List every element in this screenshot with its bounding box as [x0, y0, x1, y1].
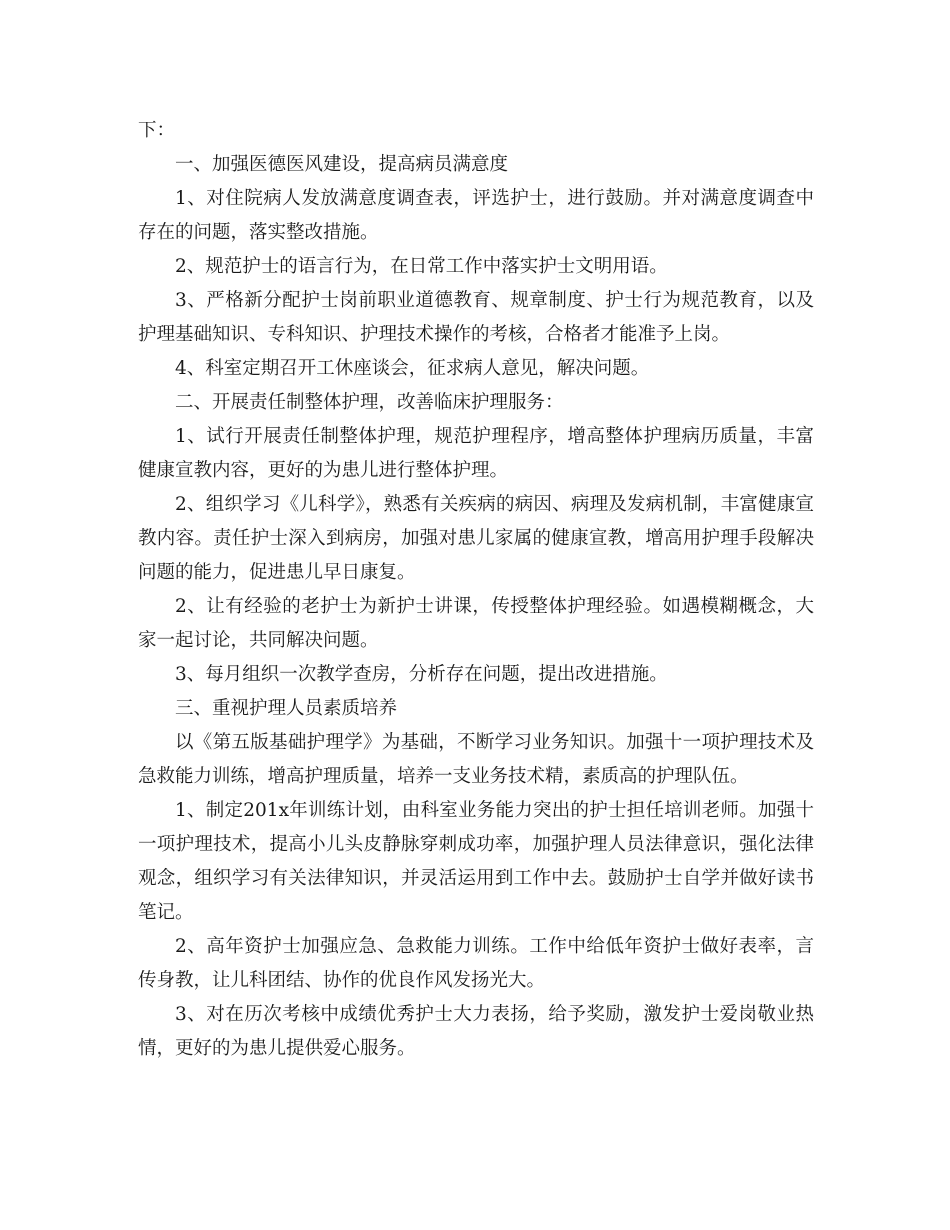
paragraph: 1、试行开展责任制整体护理，规范护理程序，增高整体护理病历质量，丰富健康宣教内容，更好的为患儿进行整体护理。	[138, 426, 814, 481]
section-heading-3: 三、重视护理人员素质培养	[175, 698, 398, 719]
paragraph: 3、每月组织一次教学查房，分析存在问题，提出改进措施。	[175, 664, 668, 685]
paragraph-intro: 下：	[138, 120, 176, 141]
section-heading-2: 二、开展责任制整体护理，改善临床护理服务：	[175, 392, 564, 413]
paragraph: 4、科室定期召开工休座谈会，征求病人意见，解决问题。	[175, 358, 650, 379]
paragraph: 2、规范护士的语言行为，在日常工作中落实护士文明用语。	[175, 256, 668, 277]
paragraph: 1、对住院病人发放满意度调查表，评选护士，进行鼓励。并对满意度调查中存在的问题，落实整改措施。	[138, 188, 814, 243]
paragraph: 2、让有经验的老护士为新护士讲课，传授整体护理经验。如遇模糊概念，大家一起讨论，共同解决问题。	[138, 596, 814, 651]
paragraph: 3、对在历次考核中成绩优秀护士大力表扬，给予奖励，激发护士爱岗敬业热情，更好的为患儿提供爱心服务。	[138, 1004, 814, 1059]
paragraph: 2、组织学习《儿科学》，熟悉有关疾病的病因、病理及发病机制，丰富健康宣教内容。责任护士深入到病房，加强对患儿家属的健康宣教，增高用护理手段解决问题的能力，促进患儿早日康复。	[138, 494, 814, 583]
paragraph: 3、严格新分配护士岗前职业道德教育、规章制度、护士行为规范教育，以及护理基础知识、专科知识、护理技术操作的考核，合格者才能准予上岗。	[138, 290, 814, 345]
section-heading-1: 一、加强医德医风建设，提高病员满意度	[175, 154, 509, 175]
paragraph: 2、高年资护士加强应急、急救能力训练。工作中给低年资护士做好表率，言传身教，让儿科团结、协作的优良作风发扬光大。	[138, 936, 814, 991]
paragraph: 以《第五版基础护理学》为基础，不断学习业务知识。加强十一项护理技术及急救能力训练，增高护理质量，培养一支业务技术精，素质高的护理队伍。	[138, 732, 814, 787]
document-body	[138, 114, 814, 1066]
paragraph: 1、制定201x年训练计划，由科室业务能力突出的护士担任培训老师。加强十一项护理技术，提高小儿头皮静脉穿刺成功率，加强护理人员法律意识，强化法律观念，组织学习有关法律知识，并灵活运用到工作中去。鼓励护士自学并做好读书笔记。	[138, 800, 814, 923]
